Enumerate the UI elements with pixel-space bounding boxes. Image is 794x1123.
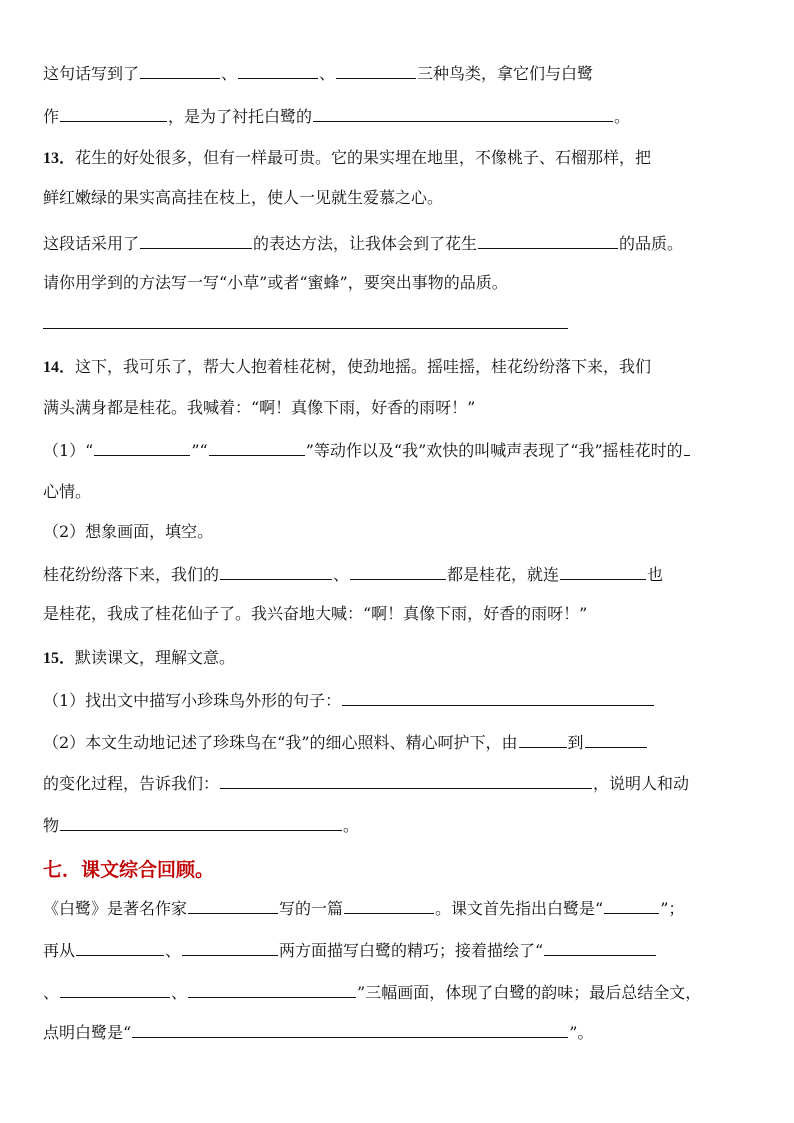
answer-blank[interactable] <box>132 1022 568 1038</box>
answer-blank[interactable] <box>140 233 252 249</box>
answer-blank[interactable] <box>560 564 646 580</box>
text-line: 请你用学到的方法写一写“小草”或者“蜜蜂”，要突出事物的品质。 <box>43 273 508 292</box>
answer-blank[interactable] <box>76 940 164 956</box>
text-line: 鲜红嫩绿的果实高高挂在枝上，使人一见就生爱慕之心。 <box>43 188 444 207</box>
question-number: 13． <box>43 150 76 167</box>
question-number: 15． <box>43 650 76 667</box>
text-line: （1）“ ”“ ”等动作以及“我”欢快的叫喊声表现了“我”摇桂花时的 <box>43 440 691 462</box>
text-line: 的变化过程，告诉我们： ，说明人和动 <box>43 774 690 793</box>
answer-blank[interactable] <box>604 898 659 914</box>
answer-blank[interactable] <box>60 982 170 998</box>
question-number: 14． <box>43 359 76 376</box>
answer-blank[interactable] <box>336 63 416 79</box>
question-13: 13．花生的好处很多，但有一样最可贵。它的果实埋在地里，不像桃子、石榴那样，把 <box>43 148 652 167</box>
answer-blank[interactable] <box>188 982 356 998</box>
text-line: 点明白鹭是“ ”。 <box>43 1023 594 1042</box>
text-line: 作 ，是为了衬托白鹭的 。 <box>43 107 631 126</box>
text-line: 《白鹭》是著名作家 写的一篇 。课文首先指出白鹭是“ ”； <box>43 899 685 918</box>
answer-blank[interactable] <box>585 732 647 748</box>
answer-blank[interactable] <box>140 63 220 79</box>
answer-blank[interactable] <box>220 564 332 580</box>
text-line: 满头满身都是桂花。我喊着：“啊！真像下雨，好香的雨呀！” <box>43 398 476 417</box>
answer-blank[interactable] <box>94 440 190 456</box>
text-line: 心情。 <box>43 482 92 501</box>
answer-blank[interactable] <box>544 940 656 956</box>
answer-blank[interactable] <box>342 690 654 706</box>
answer-blank[interactable] <box>220 773 592 789</box>
answer-blank[interactable] <box>238 63 318 79</box>
answer-blank[interactable] <box>60 106 167 122</box>
section-title: 七．课文综合回顾。 <box>43 859 215 881</box>
text-line: （2）本文生动地记述了珍珠鸟在“我”的细心照料、精心呵护下，由 到 <box>43 732 648 754</box>
answer-blank[interactable] <box>182 940 278 956</box>
question-14: 14．这下，我可乐了，帮大人抱着桂花树，使劲地摇。摇哇摇，桂花纷纷落下来，我们 <box>43 357 652 376</box>
text-line: 这段话采用了 的表达方法，让我体会到了花生 的品质。 <box>43 234 684 253</box>
text-line: 物 。 <box>43 816 360 835</box>
question-15: 15．默读课文，理解文意。 <box>43 648 236 667</box>
text-line: 是桂花，我成了桂花仙子了。我兴奋地大喊：“啊！真像下雨，好香的雨呀！” <box>43 604 588 623</box>
answer-blank[interactable] <box>519 732 567 748</box>
answer-blank[interactable] <box>60 815 342 831</box>
answer-blank[interactable] <box>188 898 278 914</box>
text-line: 这句话写到了 、 、 三种鸟类，拿它们与白鹭 <box>43 64 594 83</box>
answer-blank[interactable] <box>684 440 690 456</box>
answer-blank[interactable] <box>344 898 434 914</box>
answer-blank[interactable] <box>313 106 613 122</box>
text-line: 桂花纷纷落下来，我们的 、 都是桂花，就连 也 <box>43 565 664 584</box>
text-line: （1）找出文中描写小珍珠鸟外形的句子： <box>43 690 655 712</box>
answer-blank[interactable] <box>478 233 618 249</box>
text-line: （2）想象画面，填空。 <box>43 522 214 541</box>
text-line: 、 、 ”三幅画面，体现了白鹭的韵味；最后总结全文， <box>43 983 702 1002</box>
answer-blank[interactable] <box>209 440 305 456</box>
text-line: 再从 、 两方面描写白鹭的精巧；接着描绘了“ <box>43 940 657 962</box>
answer-line[interactable] <box>43 328 568 329</box>
answer-blank[interactable] <box>350 564 446 580</box>
